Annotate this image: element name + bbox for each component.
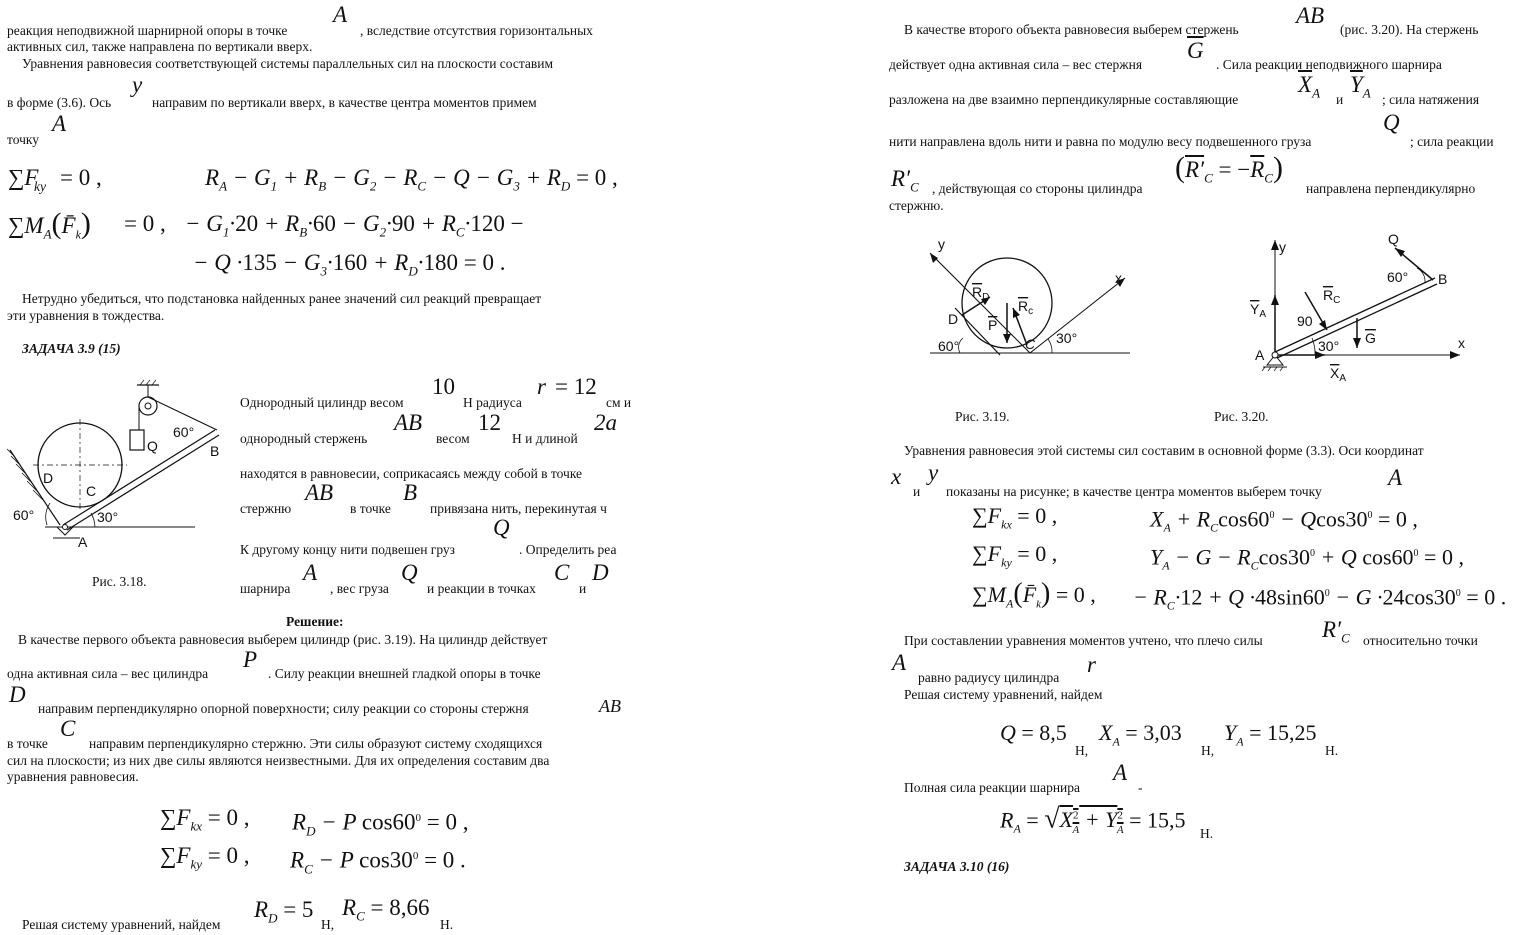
text-line: . Силу реакции внешней гладкой опоры в точке (268, 666, 541, 681)
figure-3-18 (5, 375, 235, 555)
text-line: направим перпендикулярно стержню. Эти силы образуют систему сходящихся (89, 736, 543, 751)
text-line: направим перпендикулярно опорной поверхности; силу реакции со стороны стержня (38, 701, 529, 716)
text-line: Н и длиной (512, 431, 578, 446)
unit: Н, (1075, 743, 1089, 758)
label-rc-prime: $R_C$ (1323, 287, 1341, 306)
figure-caption: Рис. 3.20. (1214, 409, 1269, 424)
equation-sum-fky: $\sum F_{ky} = 0$ , (972, 541, 1058, 570)
text-line: см и (606, 395, 632, 410)
label-q: Q (147, 438, 158, 454)
value-12: = 12 (555, 374, 597, 399)
text-line: точку (7, 132, 40, 147)
label-angle-60: 60° (1387, 269, 1409, 285)
label-b: B (210, 443, 220, 459)
text-line: однородный стержень (240, 431, 368, 446)
equation-rest: = 0 , (60, 165, 102, 190)
text-line: В качестве второго объекта равновесия выберем стержень (904, 22, 1239, 37)
label-angle-60: 60° (13, 507, 35, 523)
value-12: 12 (478, 410, 501, 435)
text-line: Решая систему уравнений, найдем (22, 917, 221, 932)
text-line: активных сил, также направлена по вертикали вверх. (7, 39, 313, 54)
text-line: и (1336, 92, 1344, 107)
unit: Н. (440, 917, 454, 932)
equation-moment: − $R_C\cdot 12 + Q \cdot 48\sin 60^0 - G \cdot 24\cos 30^0 = 0$ . (1133, 584, 1507, 613)
equation-r-prime: $(R'_C = -\overline{R}_C)$ (1175, 151, 1283, 186)
figure-3-20 (1245, 230, 1465, 390)
label-a: A (1255, 347, 1265, 363)
text-line: и (913, 484, 921, 499)
equation-moments-2: − $Q \cdot 135 - G_3\cdot 160 + R_D\cdot 180 = 0$ . (193, 250, 506, 279)
symbol-q: Q (493, 515, 510, 540)
text-line: К другому концу нити подвешен груз (240, 542, 455, 557)
text-line: уравнения равновесия. (7, 769, 139, 784)
result-rd: $R_D = 5$ (254, 897, 314, 926)
symbol-r: r (537, 374, 546, 399)
label-q: Q (1388, 231, 1399, 247)
text-line: шарнира (240, 581, 291, 596)
text-line: В качестве первого объекта равновесия выберем цилиндр (рис. 3.19). На цилиндр действует (18, 632, 548, 647)
unit: Н. (1200, 826, 1214, 841)
text-line: Уравнения равновесия соответствующей системы параллельных сил на плоскости составим (22, 56, 554, 71)
unit: Н, (321, 917, 335, 932)
label-d: D (948, 311, 959, 327)
text-line: весом (436, 431, 470, 446)
equation-sum-ma: $\sum M_A(F̄_k) = 0$ , (972, 578, 1096, 611)
task-heading: ЗАДАЧА 3.9 (15) (22, 341, 121, 356)
text-line: , вес груза (330, 581, 389, 596)
task-heading: ЗАДАЧА 3.10 (16) (904, 859, 1010, 874)
equation-sum-fky: $\sum F_{ky} = 0$ , (160, 843, 250, 872)
text-line: в точке (350, 501, 391, 516)
symbol-a: A (333, 2, 348, 27)
text-line: Однородный цилиндр весом (240, 395, 404, 410)
text-line: находятся в равновесии, соприкасаясь между собой в точке (240, 466, 583, 481)
text-line: и (579, 581, 587, 596)
symbol-ab: AB (394, 410, 423, 435)
label-angle-60: 60° (938, 338, 960, 354)
result-rc: $R_C = 8,66$ (342, 895, 430, 924)
label-g: G (1365, 330, 1376, 346)
result-q: Q = 8,5 (1000, 720, 1067, 745)
symbol-ab: AB (305, 480, 334, 505)
symbol-a: A (52, 111, 67, 136)
text-line: направлена перпендикулярно (1306, 181, 1476, 196)
text-line: относительно точки (1363, 633, 1478, 648)
text-line: . Сила реакции неподвижного шарнира (1216, 57, 1442, 72)
symbol-d: D (592, 560, 609, 585)
symbol-r-prime-c: $R'_C$ (1322, 617, 1350, 646)
figure-caption: Рис. 3.19. (955, 409, 1010, 424)
text-line: - (1138, 780, 1143, 795)
text-line: показаны на рисунке; в качестве центра моментов выберем точку (946, 484, 1322, 499)
figure-3-19 (930, 233, 1150, 393)
text-line: равно радиусу цилиндра (918, 670, 1060, 685)
symbol-b: B (403, 480, 418, 505)
symbol-c: C (554, 560, 570, 585)
sum-moment: $\sum M_A(F̄_k)$ (8, 207, 91, 242)
label-rd: $R_D$ (972, 284, 990, 303)
label-rc: $R_c$ (1018, 298, 1034, 317)
label-b: B (1438, 271, 1448, 287)
text-line: в форме (3.6). Ось (7, 95, 112, 110)
symbol-q: Q (1383, 110, 1400, 135)
symbol-a: A (892, 650, 907, 675)
label-y: y (1279, 239, 1286, 255)
text-line: Полная сила реакции шарнира (904, 780, 1081, 795)
equation-sum-fkx: $\sum F_{kx} = 0$ , (160, 805, 250, 834)
value-10: 10 (432, 374, 455, 399)
equation-rest: = 0 , (124, 211, 166, 236)
text-line: ; сила реакции (1410, 134, 1494, 149)
text-line: Решая систему уравнений, найдем (904, 687, 1103, 702)
label-xa: $X_A$ (1330, 365, 1347, 384)
text-line: Н радиуса (463, 395, 522, 410)
symbol-ya: $\overline{Y}_A$ (1350, 72, 1371, 101)
result-ra: $R_A = √X^2_A + Y^2_A = 15,5$ (1000, 803, 1186, 836)
text-line: Нетрудно убедиться, что подстановка найденных ранее значений сил реакций превращает (22, 291, 542, 306)
symbol-d: D (9, 682, 26, 707)
text-line: ; сила натяжения (1382, 92, 1480, 107)
text-line: (рис. 3.20). На стержень (1340, 22, 1479, 37)
label-a: A (78, 534, 88, 550)
symbol-2a: 2a (594, 410, 617, 435)
symbol-q: Q (401, 560, 418, 585)
text-line: реакция неподвижной шарнирной опоры в точке (7, 23, 288, 38)
text-line: в точке (7, 736, 48, 751)
text-line: и реакции в точках (427, 581, 536, 596)
symbol-x: x (891, 464, 902, 489)
label-c: C (86, 483, 97, 499)
symbol-y: y (132, 72, 143, 97)
text-line: стержню (240, 501, 292, 516)
symbol-g: $\overline{G}$ (1187, 38, 1204, 63)
symbol-y: y (928, 460, 939, 485)
symbol-ab: AB (599, 696, 621, 716)
symbol-r-prime-c: $R'_C$ (891, 166, 919, 195)
text-line: нити направлена вдоль нити и равна по модулю весу подвешенного груза (889, 134, 1312, 149)
equation-rc: $R_C - P$ $\cos 30^0 = 0$ . (290, 847, 466, 877)
label-angle-30: 30° (97, 509, 119, 525)
label-p: P (988, 317, 998, 333)
unit: Н. (1325, 743, 1339, 758)
subscript: ky (34, 179, 46, 194)
text-line: направим по вертикали вверх, в качестве центра моментов примем (152, 95, 537, 110)
symbol-c: C (60, 716, 76, 741)
label-y: y (938, 236, 945, 252)
symbol-xa: $\overline{X}_A$ (1298, 72, 1321, 101)
equation-y: $Y_A - G - R_C\cos 30^0 + Q$ $\cos 60^0 = 0$ , (1150, 544, 1464, 573)
symbol-r: r (1087, 652, 1096, 677)
label-d: D (43, 470, 54, 486)
figure-caption: Рис. 3.18. (92, 574, 147, 589)
equation-sum-fkx: $\sum F_{kx} = 0$ , (972, 503, 1058, 532)
text-line: стержню. (889, 198, 944, 213)
text-line: одна активная сила – вес цилиндра (7, 666, 209, 681)
symbol-a: A (1388, 465, 1403, 490)
text-line: разложена на две взаимно перпендикулярные составляющие (889, 92, 1239, 107)
label-angle-30: 30° (1056, 330, 1078, 346)
text-line: действует одна активная сила – вес стержня (889, 57, 1143, 72)
label-c: C (1025, 336, 1036, 352)
text-line: , действующая со стороны цилиндра (932, 181, 1143, 196)
solution-heading: Решение: (286, 614, 344, 629)
symbol-ab: AB (1296, 3, 1325, 28)
equation-forces-y: $R_A - G_1 + R_B - G_2 - R_C - Q - G_3 + R_D = 0$ , (205, 165, 618, 194)
result-xa: $X_A = 3,03$ (1099, 720, 1182, 749)
label-ya: $Y_A$ (1250, 301, 1267, 320)
result-ya: $Y_A = 15,25$ (1224, 720, 1317, 749)
equation-x: $X_A + R_C\cos 60^0 - Qcos30^0 = 0$ , (1150, 506, 1418, 535)
text-line: привязана нить, перекинутая ч (430, 501, 607, 516)
symbol-p: P (243, 647, 258, 672)
label-x: x (1115, 270, 1122, 286)
text-line: эти уравнения в тождества. (7, 308, 165, 323)
equation-moments-1: − $G_1\cdot 20 + R_B\cdot 60 - G_2\cdot 90 + R_C\cdot 120$ − (185, 211, 524, 240)
label-angle-90: 90 (1297, 313, 1313, 329)
symbol-a: A (303, 560, 318, 585)
sum-symbol: ∑F (8, 165, 39, 190)
text-line: сил на плоскости; из них две силы являются неизвестными. Для их определения составим два (7, 753, 550, 768)
unit: Н, (1201, 743, 1215, 758)
label-x: x (1458, 335, 1465, 351)
text-line: . Определить реа (519, 542, 617, 557)
label-angle-60: 60° (173, 424, 195, 440)
symbol-a: A (1113, 760, 1128, 785)
text-line: При составлении уравнения моментов учтено, что плечо силы (904, 633, 1263, 648)
equation-rd: $R_D - P$ $\cos 60^0 = 0$ , (292, 809, 469, 839)
text-line: Уравнения равновесия этой системы сил составим в основной форме (3.3). Оси координат (904, 443, 1424, 458)
text-line: , вследствие отсутствия горизонтальных (360, 23, 593, 38)
label-angle-30: 30° (1318, 338, 1340, 354)
